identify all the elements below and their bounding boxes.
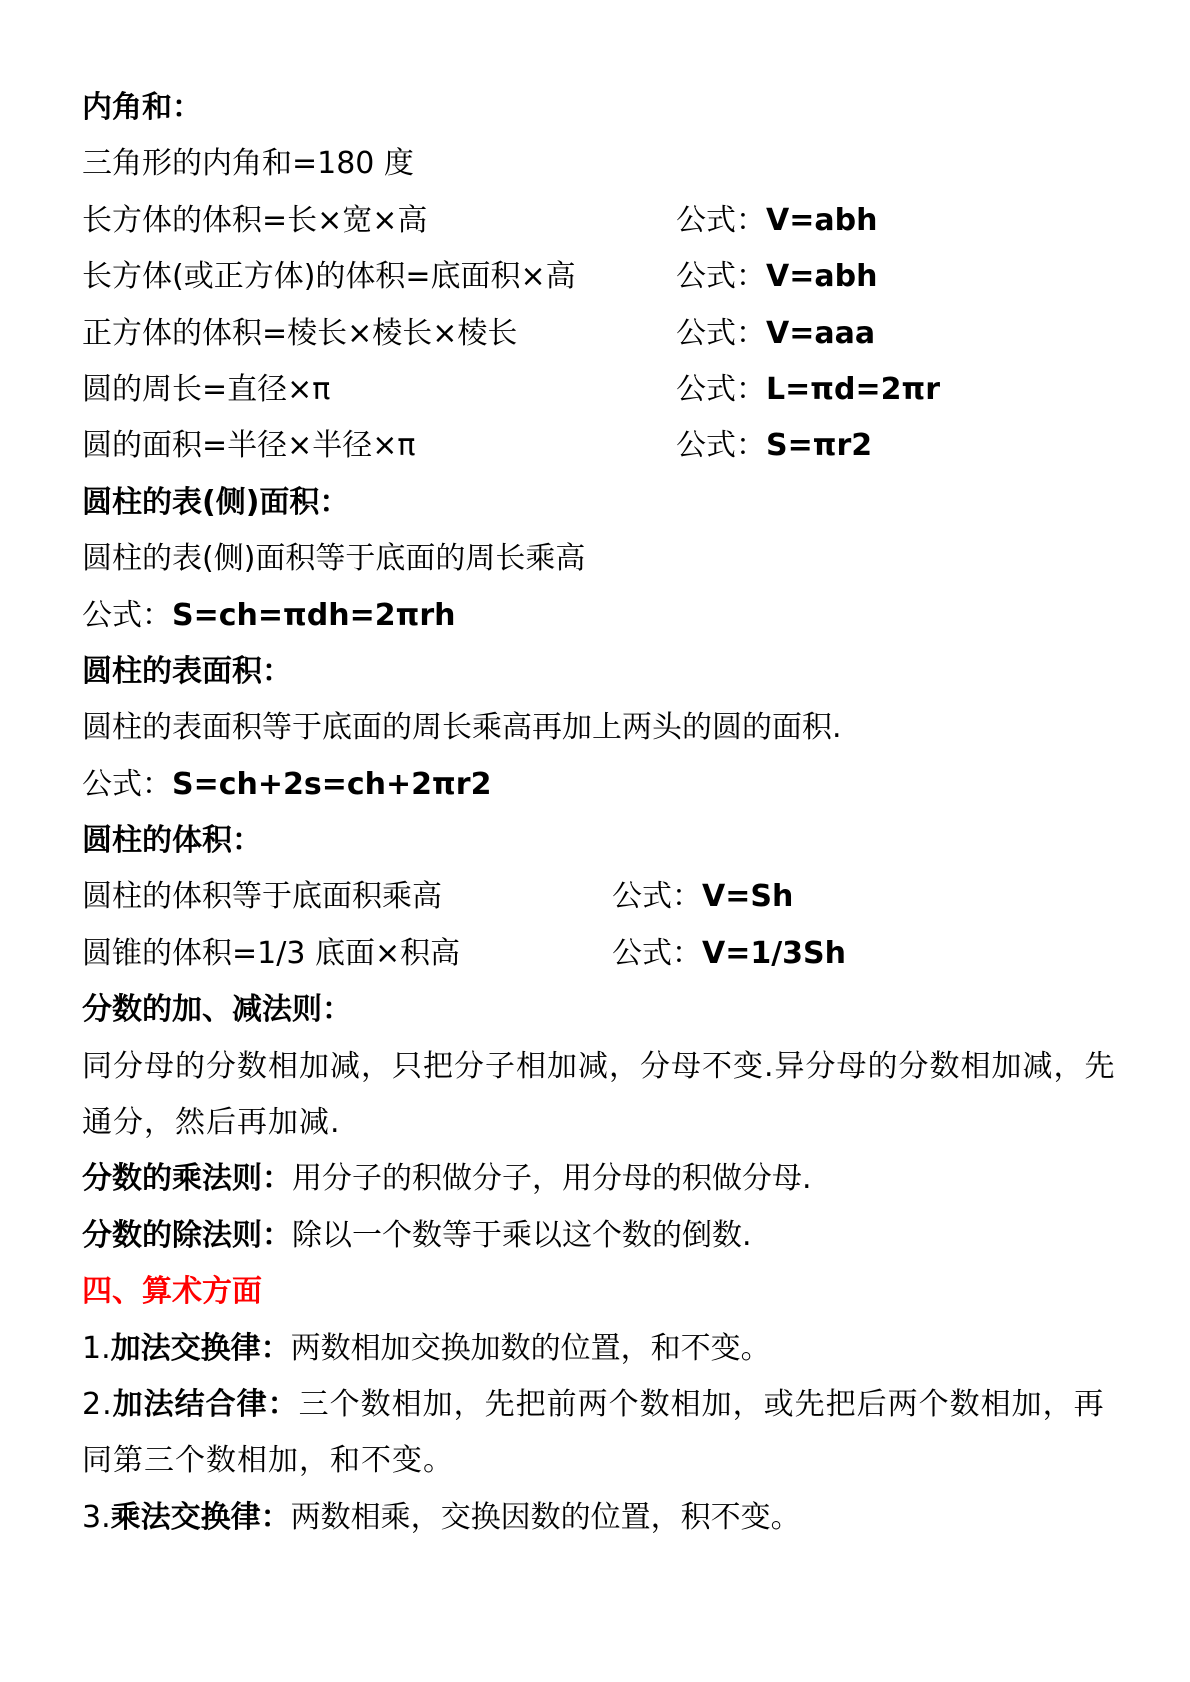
formula-cell: [612, 869, 793, 925]
formula-cell: [676, 418, 872, 474]
heading-cylinder-lateral-area: 圆柱的表(侧)面积：: [82, 484, 350, 520]
formula-expression: V=abh: [766, 259, 878, 295]
fraction-divide-rule: [82, 1208, 1122, 1264]
formula-expression: S=ch+2s=ch+2πr2: [172, 766, 492, 802]
formula-cell: [676, 306, 875, 362]
law-text: 三个数相加，先把前两个数相加，或先把后两个数相加，再同第三个数相加，和不变。: [82, 1387, 1105, 1479]
document-page: [82, 80, 1122, 1546]
formula-row: [82, 306, 1122, 362]
formula-description: 正方体的体积=棱长×棱长×棱长: [82, 315, 518, 351]
formula-expression: V=Sh: [702, 879, 794, 915]
formula-expression: V=1/3Sh: [702, 935, 847, 971]
formula-description: 圆柱的体积等于底面积乘高: [82, 879, 442, 915]
heading-interior-angle: 内角和：: [82, 90, 202, 125]
law-text: 两数相加交换加数的位置，和不变。: [290, 1330, 771, 1366]
law-label: 乘法交换律：: [110, 1499, 291, 1535]
rule-label: 分数的除法则：: [82, 1217, 292, 1253]
formula-cell: [676, 193, 877, 249]
rule-label: 分数的乘法则：: [82, 1161, 292, 1197]
formula-description: 长方体的体积=长×宽×高: [82, 202, 428, 238]
rule-text: 用分子的积做分子，用分母的积做分母.: [292, 1161, 812, 1197]
law-number: 3.: [82, 1499, 111, 1535]
law-item: [82, 1490, 1122, 1546]
text-fraction-add-subtract: 同分母的分数相加减，只把分子相加减，分母不变.异分母的分数相加减，先通分，然后再加减.: [82, 1048, 1116, 1141]
fraction-multiply-rule: [82, 1151, 1122, 1207]
formula-label: 公式：: [676, 428, 766, 464]
formula-row: [82, 249, 1122, 305]
formula-label: 公式：: [676, 259, 766, 295]
heading-fraction-add-subtract: 分数的加、减法则：: [82, 992, 352, 1028]
formula-expression: S=ch=πdh=2πrh: [172, 597, 456, 633]
law-label: 加法交换律：: [110, 1330, 291, 1366]
formula-expression: S=πr2: [766, 428, 873, 464]
law-label: 加法结合律：: [112, 1387, 299, 1423]
formula-label: 公式：: [612, 935, 702, 971]
formula-description: 圆锥的体积=1/3 底面×积高: [82, 935, 461, 971]
formula-line: [82, 757, 1122, 813]
heading-cylinder-volume: 圆柱的体积：: [82, 823, 262, 859]
formula-cell: [612, 926, 846, 982]
law-number: 2.: [82, 1387, 113, 1423]
law-text: 两数相乘，交换因数的位置，积不变。: [290, 1499, 801, 1535]
formula-expression: L=πd=2πr: [766, 371, 940, 407]
text-cylinder-surface-area: 圆柱的表面积等于底面的周长乘高再加上两头的圆的面积.: [82, 710, 842, 746]
formula-row: [82, 362, 1122, 418]
formula-description: 圆的面积=半径×半径×π: [82, 428, 416, 464]
rule-text: 除以一个数等于乘以这个数的倒数.: [292, 1217, 752, 1253]
formula-row: [82, 926, 1122, 982]
formula-cell: [676, 249, 877, 305]
text-cylinder-lateral-area: 圆柱的表(侧)面积等于底面的周长乘高: [82, 541, 586, 577]
formula-label: 公式：: [612, 879, 702, 915]
formula-label: 公式：: [676, 315, 766, 351]
section-heading-arithmetic: 四、算术方面: [82, 1274, 262, 1310]
formula-line: [82, 588, 1122, 644]
formula-label: 公式：: [82, 766, 172, 802]
formula-description: 圆的周长=直径×π: [82, 371, 331, 407]
formula-label: 公式：: [82, 597, 172, 633]
formula-description: 长方体(或正方体)的体积=底面积×高: [82, 259, 576, 295]
law-item: [82, 1377, 1122, 1490]
formula-label: 公式：: [676, 371, 766, 407]
formula-label: 公式：: [676, 202, 766, 238]
formula-cell: [676, 362, 940, 418]
formula-row: [82, 418, 1122, 474]
heading-cylinder-surface-area: 圆柱的表面积：: [82, 653, 292, 689]
text-triangle-angle-sum: 三角形的内角和=180 度: [82, 146, 414, 182]
formula-expression: V=abh: [766, 202, 878, 238]
formula-row: [82, 193, 1122, 249]
formula-expression: V=aaa: [766, 315, 876, 351]
law-item: [82, 1321, 1122, 1377]
law-number: 1.: [82, 1330, 111, 1366]
formula-row: [82, 869, 1122, 925]
